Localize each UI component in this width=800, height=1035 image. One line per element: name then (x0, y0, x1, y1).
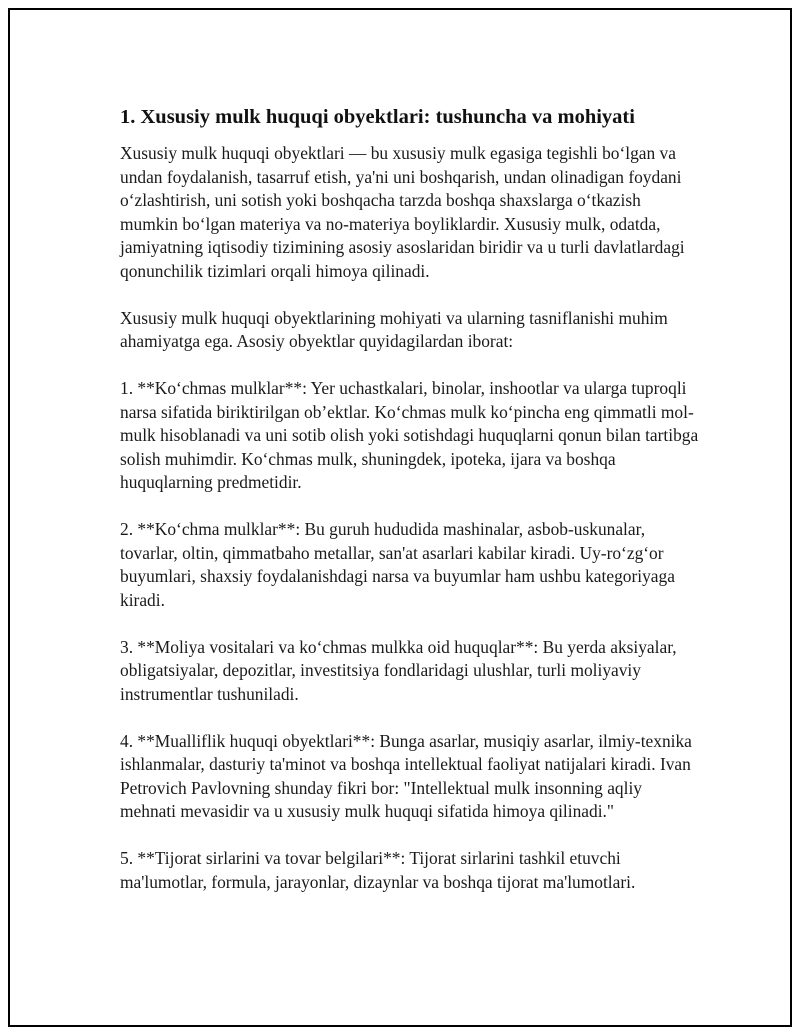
paragraph-classification-intro: Xususiy mulk huquqi obyektlarining mohiyati va ularning tasniflanishi muhim ahamiyatga ega. Asosiy obyektlar quyidagilardan iborat: (120, 307, 668, 351)
section-heading: 1. Xususiy mulk huquqi obyektlari: tushuncha va mohiyati (120, 106, 635, 128)
paragraph-definition: Xususiy mulk huquqi obyektlari — bu xususiy mulk egasiga tegishli bo‘lgan va undan foydalanish, tasarruf etish, ya'ni uni boshqarish, undan olinadigan foydani o‘zlashtirish, uni sotish yoki boshqacha tarzda boshqa shaxslarga o‘tkazish mumkin bo‘lgan materiya va no-materiya boyliklardir. Xususiy mulk, odatda, jamiyatning iqtisodiy tizimining asosiy asoslaridan biridir va u turli davlatlardagi qonunchilik tizimlari orqali himoya qilinadi. (120, 143, 685, 281)
list-item-copyright-objects: 4. **Mualliflik huquqi obyektlari**: Bunga asarlar, musiqiy asarlar, ilmiy-texnika ishlanmalar, dasturiy ta'minot va boshqa intellektual faoliyat natijalari kiradi. Ivan Petrovich Pavlovning shunday fikri bor: "Intellektual mulk insonning aqliy mehnati mevasidir va u xususiy mulk huquqi sifatida himoya qilinadi." (120, 730, 692, 821)
document-body (120, 104, 700, 894)
list-item-financial-instruments: 3. **Moliya vositalari va ko‘chmas mulkka oid huquqlar**: Bu yerda aksiyalar, obligatsiyalar, depozitlar, investitsiya fondlaridagi ulushlar, turli moliyaviy instrumentlar tushuniladi. (120, 636, 677, 704)
page-frame (8, 8, 792, 1027)
list-item-movable-property: 2. **Ko‘chma mulklar**: Bu guruh hududida mashinalar, asbob-uskunalar, tovarlar, oltin, qimmatbaho metallar, san'at asarlari kabilar kiradi. Uy-ro‘zg‘or buyumlari, shaxsiy foydalanishdagi narsa va buyumlar ham ushbu kategoriyaga kiradi. (120, 519, 675, 610)
list-item-trade-secrets: 5. **Tijorat sirlarini va tovar belgilari**: Tijorat sirlarini tashkil etuvchi ma'lumotlar, formula, jarayonlar, dizaynlar va boshqa tijorat ma'lumotlari. (120, 848, 636, 892)
list-item-immovable-property: 1. **Ko‘chmas mulklar**: Yer uchastkalari, binolar, inshootlar va ularga tuproqli narsa sifatida biriktirilgan ob’ektlar. Ko‘chmas mulk ko‘pincha eng qimmatli mol-mulk hisoblanadi va uni sotib olish yoki sotishdagi huquqlarni qonun bilan tartibga solish muhimdir. Ko‘chmas mulk, shuningdek, ipoteka, ijara va boshqa huquqlarning predmetidir. (120, 378, 699, 492)
